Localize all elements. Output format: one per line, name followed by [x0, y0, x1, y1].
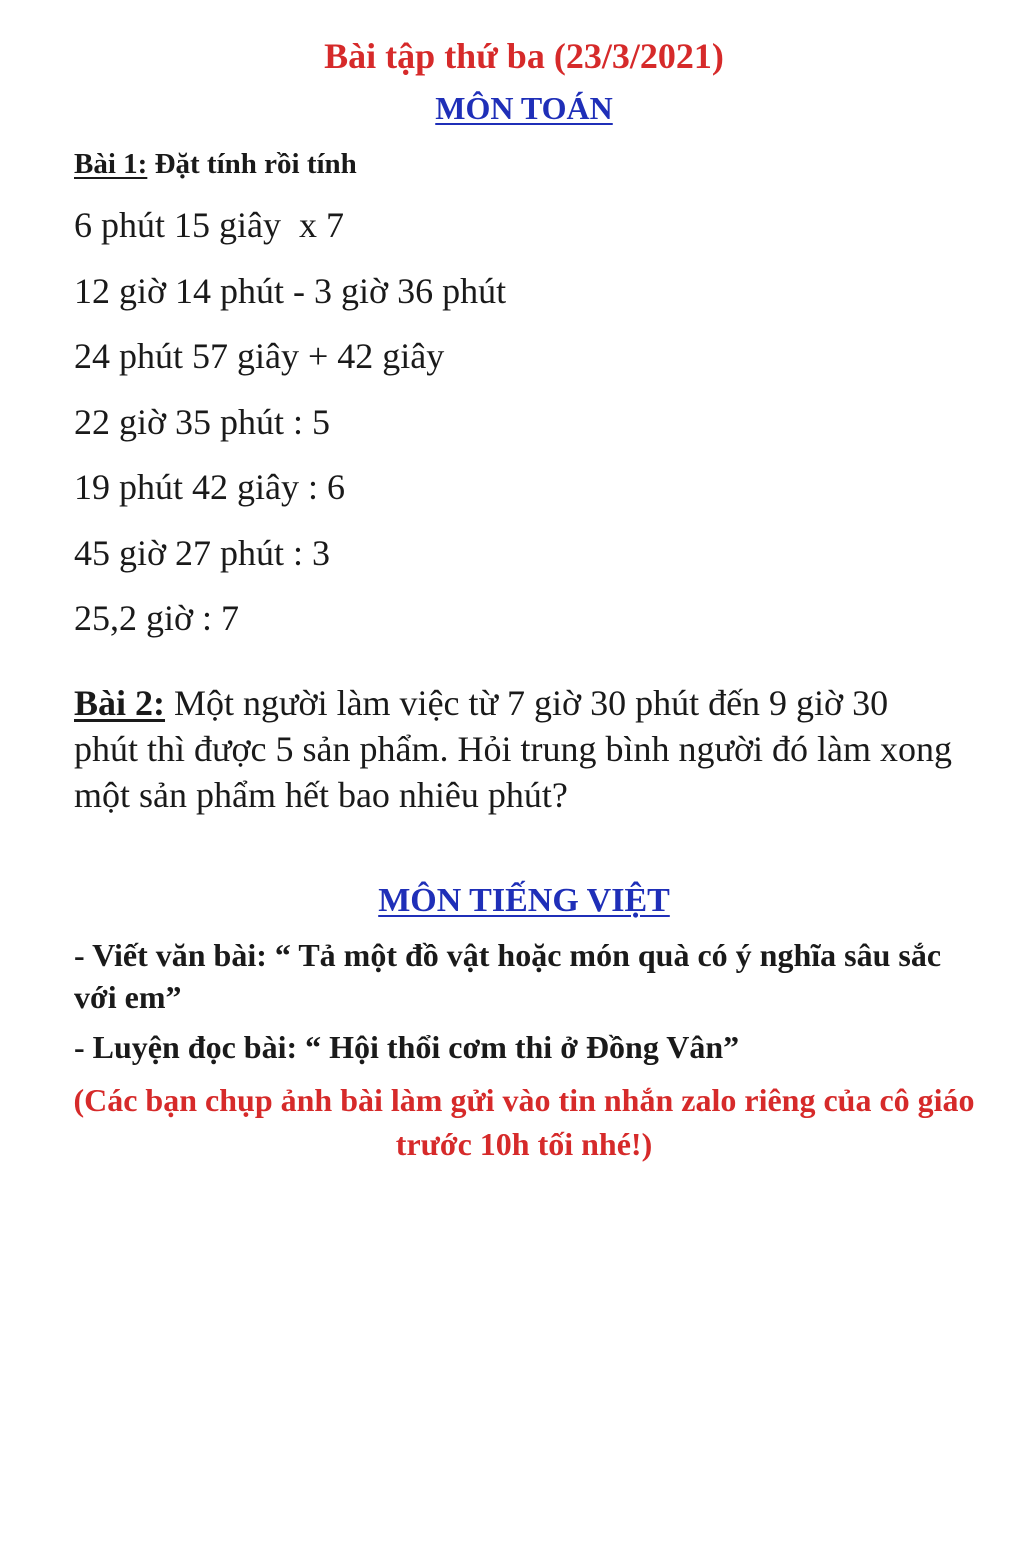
exercise-1-list	[74, 198, 506, 657]
calc-item: 6 phút 15 giây x 7	[74, 205, 344, 245]
exercise-2-label: Bài 2:	[74, 683, 166, 723]
vietnamese-subject-heading: MÔN TIẾNG VIỆT	[378, 882, 670, 919]
exercise-1-label: Bài 1:	[74, 148, 148, 180]
calc-item: 24 phút 57 giây + 42 giây	[74, 336, 445, 376]
calc-item: 19 phút 42 giây : 6	[74, 467, 345, 507]
calc-item: 22 giờ 35 phút : 5	[74, 401, 331, 442]
writing-task: - Viết văn bài: “ Tả một đồ vật hoặc món quà có ý nghĩa sâu sắc với em”	[74, 937, 942, 1015]
exercise-2	[74, 680, 954, 818]
exercise-2-text: Một người làm việc từ 7 giờ 30 phút đến 9 giờ 30 phút thì được 5 sản phẩm. Hỏi trung bình người đó làm xong một sản phẩm hết bao nhiêu phút?	[74, 683, 953, 815]
reading-task: - Luyện đọc bài: “ Hội thổi cơm thi ở Đồng Vân”	[74, 1029, 740, 1065]
page-title: Bài tập thứ ba (23/3/2021)	[324, 36, 724, 76]
math-subject-heading: MÔN TOÁN	[435, 90, 613, 126]
submission-note: (Các bạn chụp ảnh bài làm gửi vào tin nhắn zalo riêng của cô giáo trước 10h tối nhé!)	[73, 1082, 975, 1162]
calc-item: 45 giờ 27 phút : 3	[74, 532, 331, 573]
exercise-1-instruction: Đặt tính rồi tính	[147, 148, 357, 180]
calc-item: 12 giờ 14 phút - 3 giờ 36 phút	[74, 270, 507, 311]
exercise-1-heading	[74, 144, 357, 184]
calc-item: 25,2 giờ : 7	[74, 598, 240, 638]
